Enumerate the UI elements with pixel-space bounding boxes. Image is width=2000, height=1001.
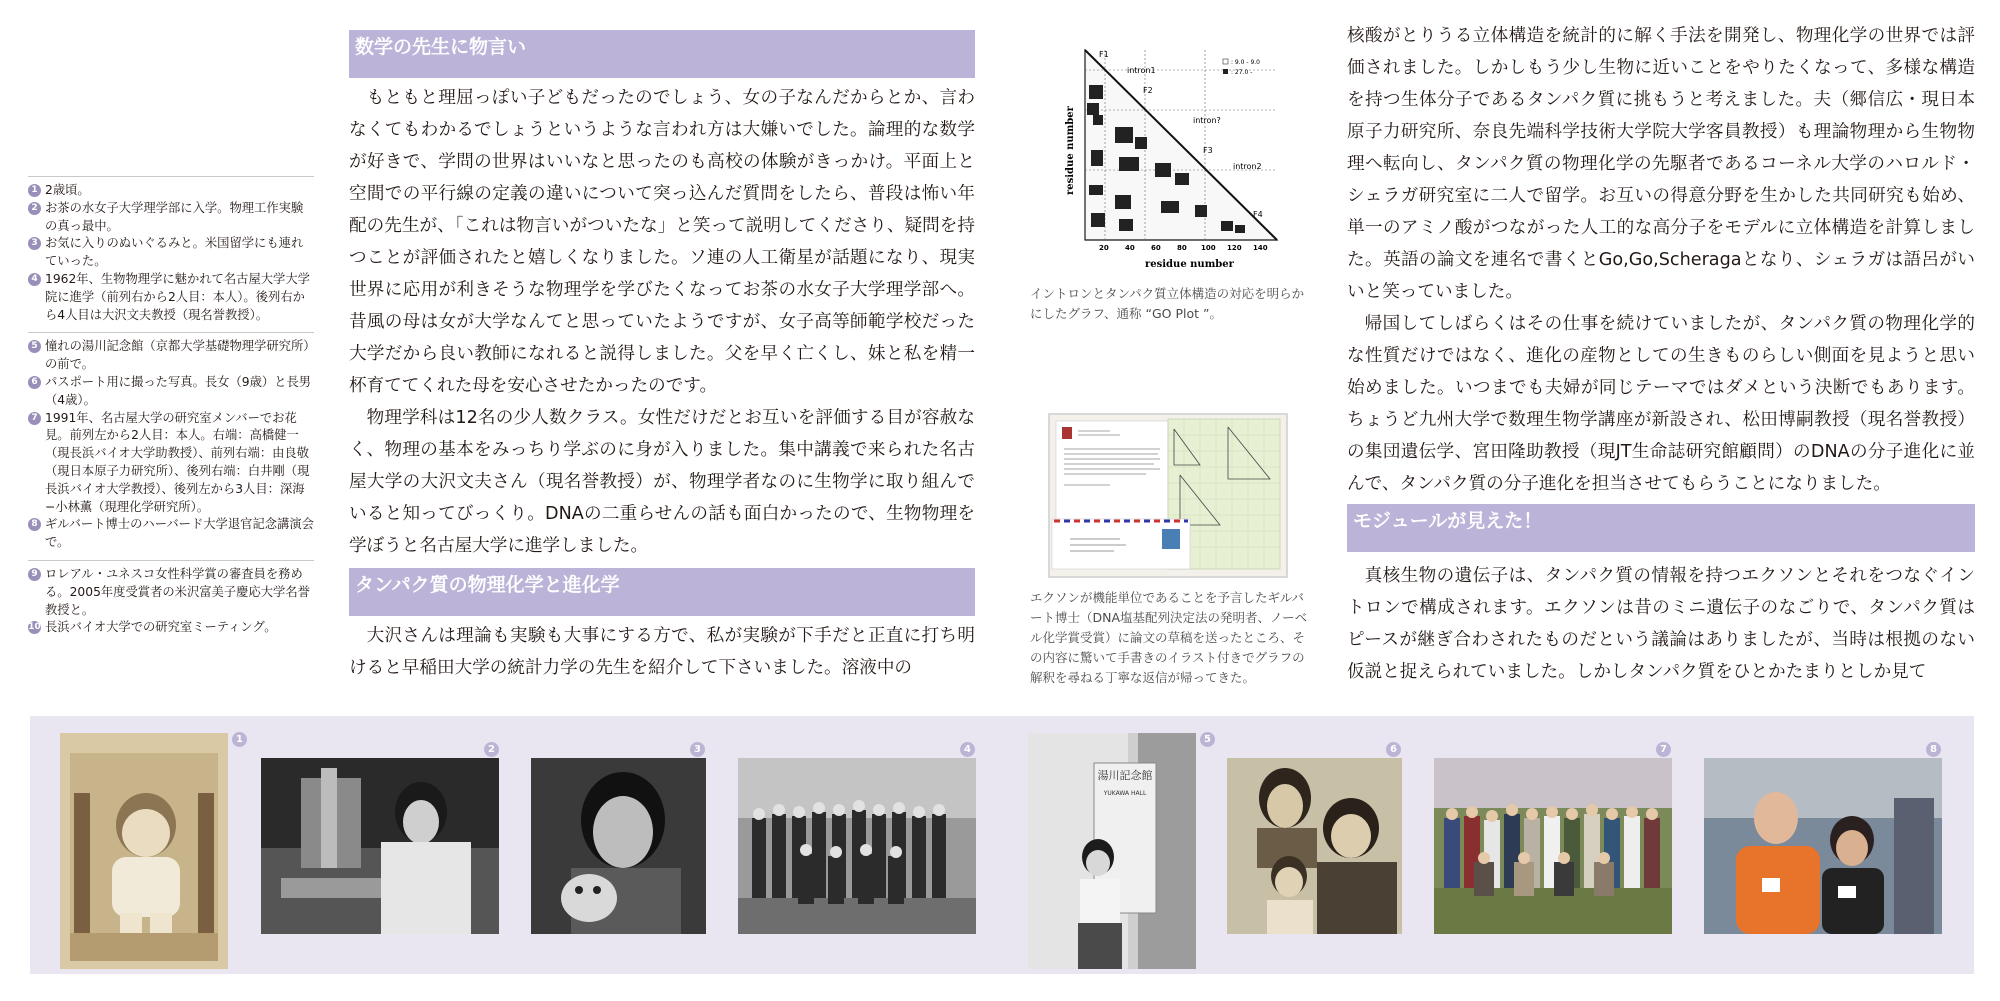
caption-number: 8 [28, 518, 41, 531]
photo-number: 7 [1656, 742, 1671, 757]
letter-figure [1048, 413, 1288, 578]
plot-x-axis-label: residue number [1145, 259, 1234, 270]
photo-number: 3 [690, 742, 705, 757]
plot-label-f2: F2 [1143, 86, 1153, 95]
plot-x-tick: 40 [1125, 244, 1135, 252]
plot-label-intron1: intron1 [1127, 66, 1156, 75]
caption-item [28, 566, 314, 619]
caption-item [28, 374, 314, 410]
photo-7-lab-members [1434, 758, 1672, 934]
photo-captions [28, 176, 314, 645]
caption-text: 長浜バイオ大学での研究室ミーティング。 [45, 620, 277, 635]
caption-text: 2歳頃。 [45, 183, 90, 197]
caption-group-3 [28, 560, 314, 637]
plot-x-tick: 60 [1151, 244, 1161, 252]
photo-1-image [60, 733, 228, 969]
photo-7-image [1434, 758, 1672, 934]
photo-5-image [1028, 733, 1196, 969]
photo-1-toddler [60, 733, 228, 969]
plot-label-intron2: intron2 [1233, 162, 1262, 171]
photo-number: 8 [1926, 742, 1941, 757]
photo-8-gilbert [1704, 758, 1942, 934]
plot-y-axis-label: residue number [1065, 106, 1076, 195]
photo-4-image [738, 758, 976, 934]
go-plot-figure [1065, 45, 1285, 275]
caption-text: 1962年、生物物理学に魅かれて名古屋大学大学院に進学（前列右から2人目：本人）。後列右から4人目は大沢文夫教授（現名誉教授）。 [45, 271, 310, 322]
caption-text: パスポート用に撮った写真。長女（9歳）と長男（4歳）。 [45, 374, 312, 407]
caption-item [28, 516, 314, 552]
plot-label-f3: F3 [1203, 146, 1213, 155]
paragraph: 帰国してしばらくはその仕事を続けていましたが、タンパク質の物理化学的な性質だけではなく、進化の産物としての生きものらしい側面を見ようと思い始めました。いつまでも夫婦が同じテーマではダメという決断でもあります。ちょうど九州大学で数理生物学講座が新設され、松田博嗣教授（現名誉教授）の集団遺伝学、宮田隆助教授（現JT生命誌研究館顧問）のDNAの分子進化に並んで、タンパク質の分子進化を担当させてもらうことになりました。 [1347, 314, 1975, 494]
plot-caption: イントロンとタンパク質立体構造の対応を明らかにしたグラフ、通称 “GO Plot ”。 [1030, 286, 1305, 321]
go-plot-graphic [1065, 45, 1285, 275]
section-heading: 数学の先生に物言い [349, 30, 975, 78]
letter-caption: エクソンが機能単位であることを予言したギルバート博士（DNA塩基配列決定法の発明者、ノーベル化学賞受賞）に論文の草稿を送ったところ、その内容に驚いて手書きのイラスト付きでグラフの解釈を尋ねる丁寧な返信が帰ってきた。 [1030, 590, 1308, 685]
letter-graphic [1050, 415, 1286, 576]
photo-4-group-suits [738, 758, 976, 934]
photo-3-stuffed-toy [531, 758, 706, 934]
caption-text: ギルバート博士のハーバード大学退官記念講演会で。 [45, 517, 314, 550]
caption-text: お茶の水女子大学理学部に入学。物理工作実験の真っ最中。 [45, 200, 304, 233]
caption-text: ロレアル・ユネスコ女性科学賞の審査員を務める。2005年度受賞者の米沢富美子慶応大学名誉教授と。 [45, 566, 310, 617]
photo-2-lab [261, 758, 499, 934]
caption-item [28, 619, 314, 637]
caption-text: 1991年、名古屋大学の研究室メンバーでお花見。前列左から2人目：本人。右端：高橋健一（現長浜バイオ大学助教授）、前列右端：由良敬（現日本原子力研究所）、後列右端：白井剛（現長浜バイオ大学教授）、後列左から3人目：深海−小林薫（現理化学研究所）。 [45, 410, 310, 514]
photo-8-image [1704, 758, 1942, 934]
paragraph: 真核生物の遺伝子は、タンパク質の情報を持つエクソンとそれをつなぐイントロンで構成されます。エクソンは昔のミニ遺伝子のなごりで、タンパク質はピースが継ぎ合わされたものだという議論はありましたが、当時は根拠のない仮説と捉えられていました。しかしタンパク質をひとかたまりとしか見て [1347, 566, 1975, 682]
caption-number: 7 [28, 412, 41, 425]
photo-number: 6 [1386, 742, 1401, 757]
photo-5-yukawa-hall [1028, 733, 1196, 969]
caption-item [28, 410, 314, 517]
caption-number: 9 [28, 568, 41, 581]
caption-group-1 [28, 176, 314, 324]
plot-legend-2: : 27.0 - [1231, 69, 1253, 76]
caption-number: 4 [28, 273, 41, 286]
paragraph: 物理学科は12名の少人数クラス。女性だけだとお互いを評価する目が容赦なく、物理の基本をみっちり学ぶのに身が入りました。集中講義で来られた名古屋大学の大沢文夫さん（現名誉教授）が、物理学者なのに生物学に取り組んでいると知ってびっくり。DNAの二重らせんの話も面白かったので、生物物理を学ぼうと名古屋大学に進学しました。 [349, 408, 975, 556]
caption-item [28, 338, 314, 374]
caption-text: 憧れの湯川記念館（京都大学基礎物理学研究所）の前で。 [45, 339, 310, 372]
plot-label-f1: F1 [1099, 50, 1109, 59]
caption-text: お気に入りのぬいぐるみと。米国留学にも連れていった。 [45, 236, 304, 269]
plot-label-intron3: intron? [1193, 116, 1221, 125]
sign-text-en: YUKAWA HALL [1103, 790, 1147, 797]
caption-item [28, 182, 314, 200]
paragraph: 大沢さんは理論も実験も大事にする方で、私が実験が下手だと正直に打ち明けると早稲田大学の統計力学の先生を紹介して下さいました。溶液中の [349, 626, 975, 678]
plot-label-f4: F4 [1253, 210, 1263, 219]
caption-item [28, 200, 314, 236]
plot-x-tick: 120 [1227, 244, 1242, 252]
article-column-2 [1347, 20, 1975, 688]
section-heading: タンパク質の物理化学と進化学 [349, 568, 975, 616]
plot-x-tick: 80 [1177, 244, 1187, 252]
plot-x-tick: 140 [1253, 244, 1268, 252]
caption-item [28, 271, 314, 324]
photo-number: 4 [960, 742, 975, 757]
caption-number: 5 [28, 340, 41, 353]
section-heading: モジュールが見えた！ [1347, 504, 1975, 552]
paragraph: もともと理屈っぽい子どもだったのでしょう、女の子なんだからとか、言わなくてもわかるでしょうというような言われ方は大嫌いでした。論理的な数学が好きで、学問の世界はいいなと思ったのも高校の体験がきっかけ。平面上と空間での平行線の定義の違いについて突っ込んだ質問をしたら、普段は怖い年配の先生が、「これは物言いがついたな」と笑って説明してくださり、疑問を持つことが評価されたと嬉しくなりました。ソ連の人工衛星が話題になり、現実世界に応用が利きそうな物理学を学びたくなってお茶の水女子大学理学部へ。昔風の母は女が大学なんてと思っていたようですが、女子高等師範学校だった大学だから良い教師になれると説得しました。父を早く亡くし、妹と私を精一杯育ててくれた母を安心させたかったのです。 [349, 88, 975, 396]
photo-6-image [1227, 758, 1402, 934]
photo-strip [30, 716, 1974, 974]
caption-number: 1 [28, 184, 41, 197]
photo-number: 2 [484, 742, 499, 757]
article-column-1 [349, 30, 975, 684]
sign-text: 湯川記念館 [1097, 769, 1153, 782]
plot-legend-1: : 9.0 - 9.0 [1231, 59, 1260, 66]
photo-number: 1 [232, 732, 247, 747]
photo-6-family [1227, 758, 1402, 934]
plot-x-tick: 100 [1201, 244, 1216, 252]
paragraph: 核酸がとりうる立体構造を統計的に解く手法を開発し、物理化学の世界では評価されました。しかしもう少し生物に近いことをやりたくなって、多様な構造を持つ生体分子であるタンパク質に挑もうと考えました。夫（郷信広・現日本原子力研究所、奈良先端科学技術大学院大学客員教授）も理論物理から生物物理へ転向し、タンパク質の物理化学の先駆者であるコーネル大学のハロルド・シェラガ研究室に二人で留学。お互いの得意分野を生かした共同研究も始め、単一のアミノ酸がつながった人工的な高分子をモデルに立体構造を計算しました。英語の論文を連名で書くとGo,Go,Scheragaとなり、シェラガは語呂がいいと笑っていました。 [1347, 26, 1975, 302]
caption-item [28, 235, 314, 271]
photo-3-image [531, 758, 706, 934]
plot-x-tick: 20 [1099, 244, 1109, 252]
caption-number: 6 [28, 376, 41, 389]
photo-2-image [261, 758, 499, 934]
caption-number: 2 [28, 202, 41, 215]
caption-group-2 [28, 332, 314, 552]
caption-number: 3 [28, 237, 41, 250]
caption-number: 10 [28, 622, 41, 633]
photo-number: 5 [1200, 732, 1215, 747]
